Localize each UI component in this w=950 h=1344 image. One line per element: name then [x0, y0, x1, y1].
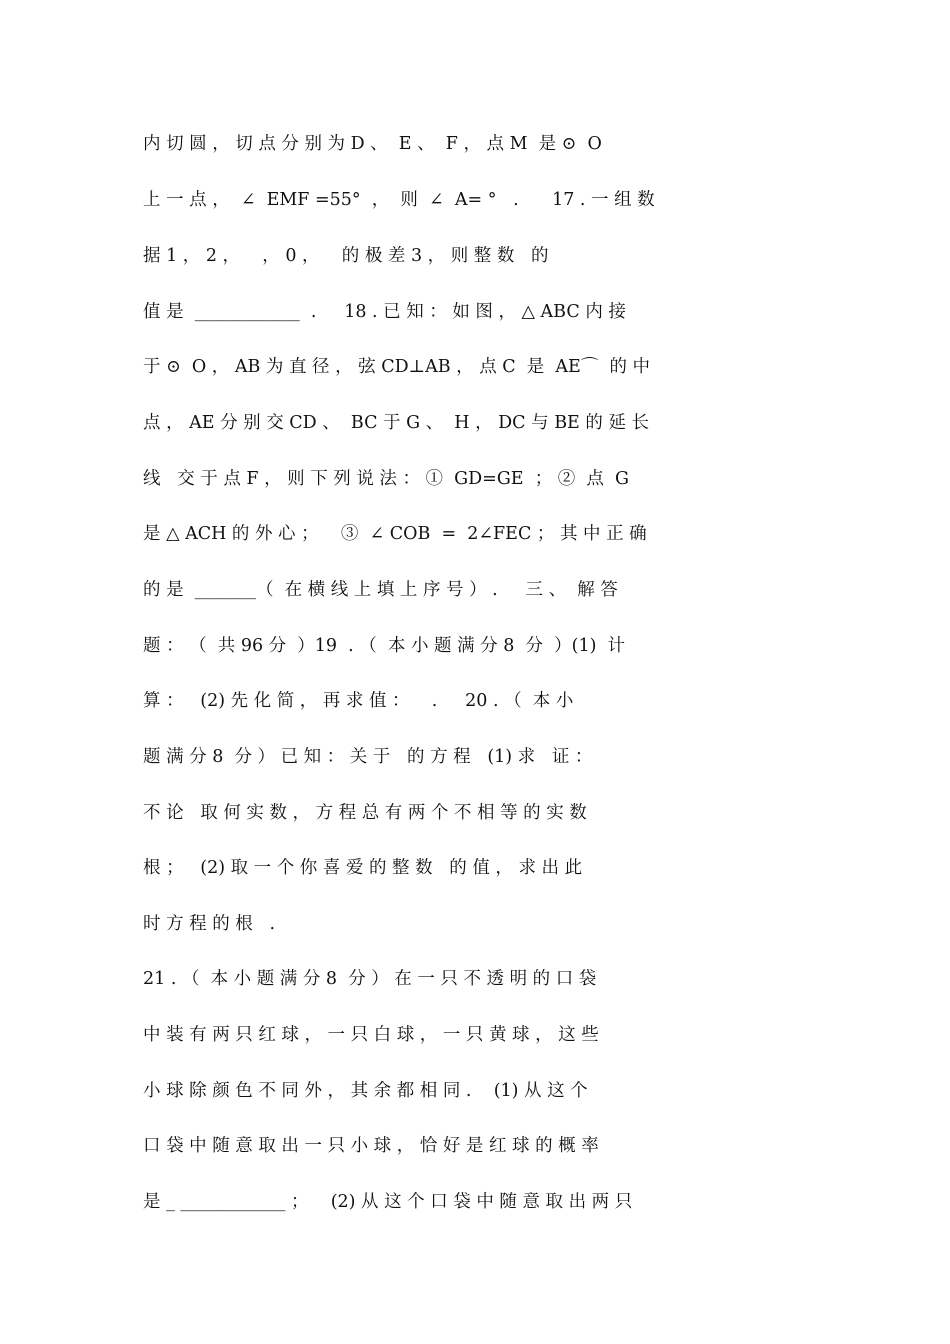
text-line: 不 论 取 何 实 数 ， 方 程 总 有 两 个 不 相 等 的 实 数 — [143, 803, 587, 823]
text-line: 口 袋 中 随 意 取 出 一 只 小 球 ， 恰 好 是 红 球 的 概 率 — [143, 1136, 599, 1156]
text-line: 线 交 于 点 F ， 则 下 列 说 法 ： ① GD=GE ； ② 点 G — [143, 469, 629, 489]
text-line: 上 一 点 ， ∠ EMF =55° ， 则 ∠ A= ° . 17 . 一 组 数 — [143, 190, 655, 210]
text-line: 根 ； (2) 取 一 个 你 喜 爱 的 整 数 的 值 ， 求 出 此 — [143, 858, 583, 878]
text-line: 时 方 程 的 根 . — [143, 914, 276, 934]
text-line: 内 切 圆 ， 切 点 分 别 为 D 、 E 、 F ， 点 M 是 ⊙ O — [143, 134, 602, 154]
text-line: 是 △ ACH 的 外 心 ； ③ ∠ COB = 2∠FEC ； 其 中 正 确 — [143, 524, 647, 544]
text-line: 小 球 除 颜 色 不 同 外 ， 其 余 都 相 同 . (1) 从 这 个 — [143, 1081, 588, 1101]
text-line: 题 ： （ 共 96 分 ）19 . （ 本 小 题 满 分 8 分 ）(1) 计 — [143, 636, 626, 656]
text-line: 21 . （ 本 小 题 满 分 8 分 ） 在 一 只 不 透 明 的 口 袋 — [143, 969, 597, 989]
text-line: 据 1 ， 2 ， ， 0 ， 的 极 差 3 ， 则 整 数 的 — [143, 246, 549, 266]
text-line: 题 满 分 8 分 ） 已 知 ： 关 于 的 方 程 (1) 求 证 ： — [143, 747, 593, 767]
text-line: 中 装 有 两 只 红 球 ， 一 只 白 球 ， 一 只 黄 球 ， 这 些 — [143, 1025, 599, 1045]
text-line: 点 ， AE 分 别 交 CD 、 BC 于 G 、 H ， DC 与 BE 的 延 长 — [143, 413, 650, 433]
text-line: 算 ： (2) 先 化 简 ， 再 求 值 ： . 20 . （ 本 小 — [143, 691, 574, 711]
text-line: 于 ⊙ O ， AB 为 直 径 ， 弦 CD⊥AB ， 点 C 是 AE⌒ 的 中 — [143, 357, 651, 377]
text-line: 的 是 _______（ 在 横 线 上 填 上 序 号 ） . 三 、 解 答 — [143, 580, 618, 600]
text-line: 是 _ ____________ ； (2) 从 这 个 口 袋 中 随 意 取 出 两 只 — [143, 1192, 633, 1212]
text-line: 值 是 ____________ . 18 . 已 知 ： 如 图 ， △ ABC 内 接 — [143, 302, 626, 322]
